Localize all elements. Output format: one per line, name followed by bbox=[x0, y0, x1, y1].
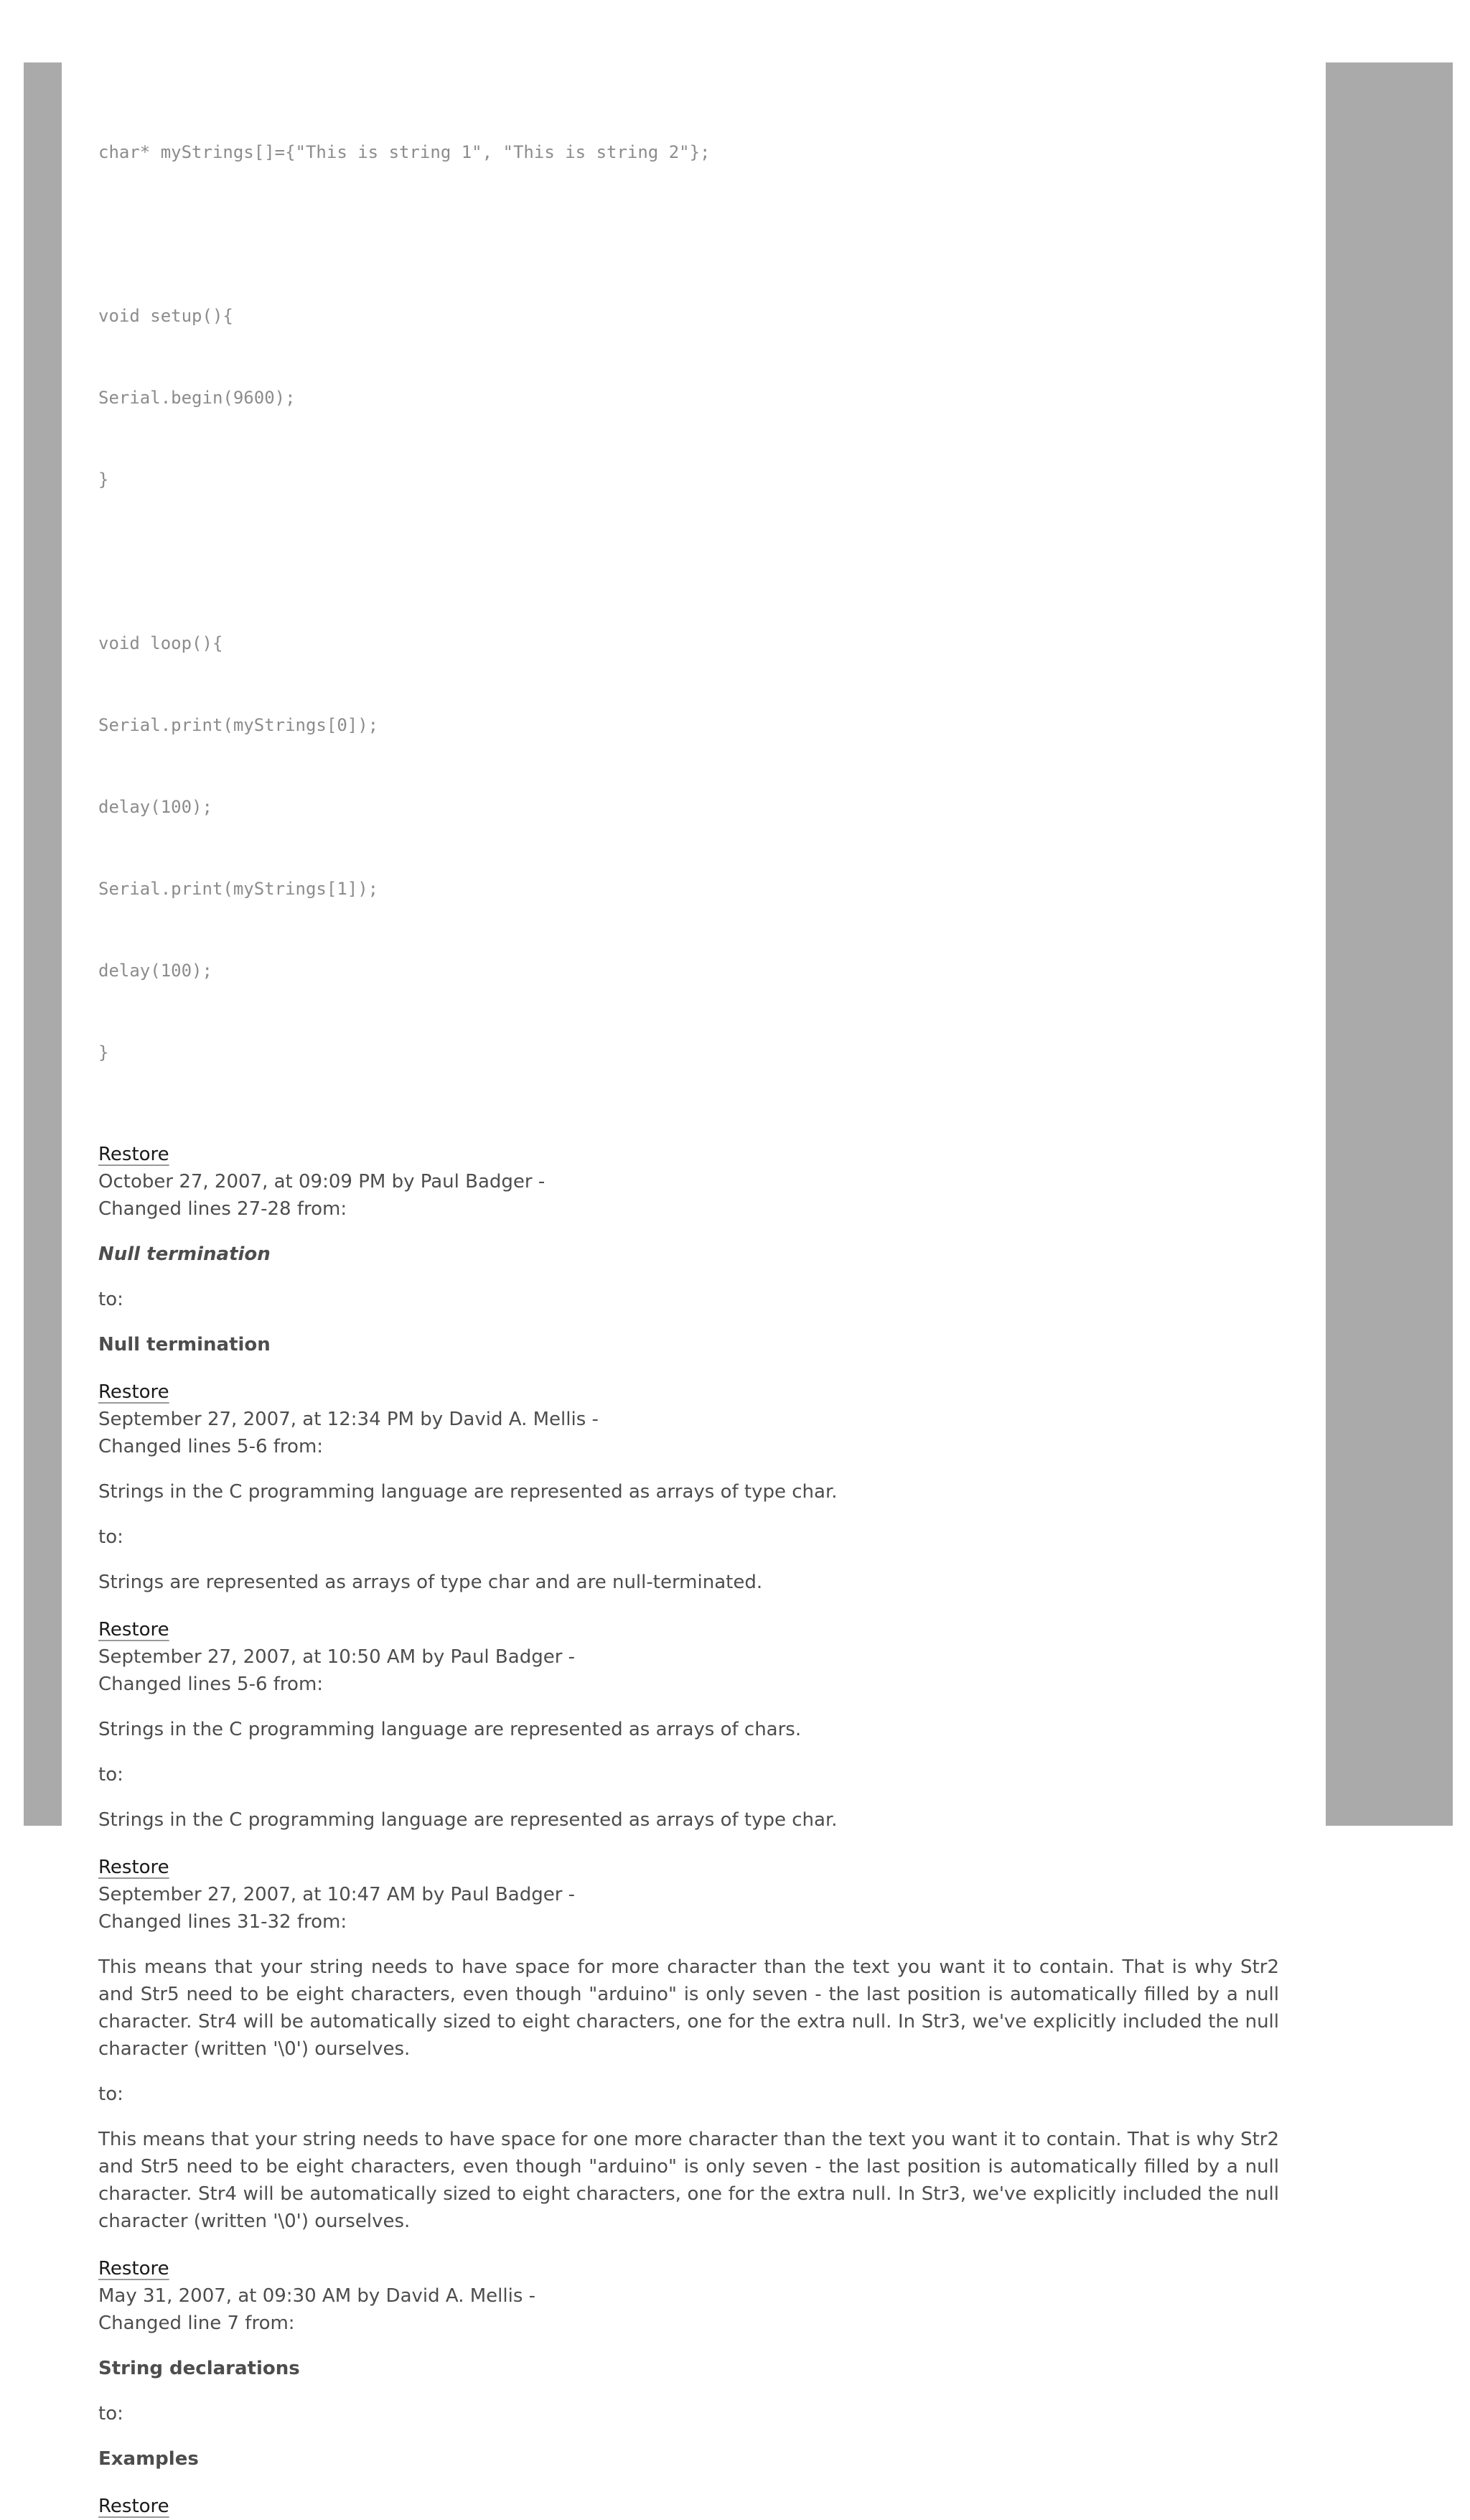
code-line: } bbox=[98, 470, 109, 490]
restore-link[interactable]: Restore bbox=[98, 1381, 169, 1403]
restore-link[interactable]: Restore bbox=[98, 2496, 169, 2517]
code-line: Serial.begin(9600); bbox=[98, 388, 296, 408]
revision-meta: September 27, 2007, at 10:50 AM by Paul Badger - bbox=[98, 1646, 576, 1668]
from-text: Null termination bbox=[98, 1243, 271, 1265]
code-block bbox=[98, 84, 1279, 1121]
to-text: This means that your string needs to have space for one more character than the text you want it to contain. That is why Str2 and Str5 need to be eight characters, even though "arduino" is only seven - the last position is automatically filled by a null character. Str4 will be automatically sized to eight characters, one for the extra null. In Str3, we've explicitly included the null character (written '\0') ourselves. bbox=[98, 2129, 1279, 2232]
code-line: void loop(){ bbox=[98, 633, 223, 653]
code-line: delay(100); bbox=[98, 961, 212, 981]
revision-change: Changed lines 5-6 from: bbox=[98, 1436, 324, 1457]
left-margin-bar bbox=[24, 62, 62, 1826]
revision-entry bbox=[98, 1378, 1279, 1596]
to-label: to: bbox=[98, 1526, 123, 1548]
to-label: to: bbox=[98, 1289, 123, 1310]
revision-change: Changed lines 27-28 from: bbox=[98, 1198, 347, 1220]
revision-history-content bbox=[98, 84, 1279, 2520]
restore-link[interactable]: Restore bbox=[98, 1144, 169, 1165]
code-line: char* myStrings[]={"This is string 1", "This is string 2"}; bbox=[98, 142, 711, 162]
code-line: Serial.print(myStrings[1]); bbox=[98, 879, 379, 899]
revision-meta: September 27, 2007, at 10:47 AM by Paul Badger - bbox=[98, 1884, 576, 1905]
from-text: This means that your string needs to have space for more character than the text you want it to contain. That is why Str2 and Str5 need to be eight characters, even though "arduino" is only seven - the last position is automatically filled by a null character. Str4 will be automatically sized to eight characters, one for the extra null. In Str3, we've explicitly included the null character (written '\0') ourselves. bbox=[98, 1956, 1279, 2060]
revision-entry bbox=[98, 2255, 1279, 2473]
restore-link[interactable]: Restore bbox=[98, 1619, 169, 1641]
code-line-blank bbox=[98, 220, 1279, 248]
to-text: Strings are represented as arrays of type char and are null-terminated. bbox=[98, 1572, 763, 1593]
to-text: Examples bbox=[98, 2448, 199, 2470]
restore-link[interactable]: Restore bbox=[98, 1857, 169, 1878]
revision-change: Changed lines 5-6 from: bbox=[98, 1674, 324, 1695]
revision-entry bbox=[98, 1854, 1279, 2235]
revision-change: Changed line 7 from: bbox=[98, 2313, 295, 2334]
from-text: Strings in the C programming language are represented as arrays of type char. bbox=[98, 1481, 838, 1503]
code-line-blank bbox=[98, 548, 1279, 575]
revision-meta: September 27, 2007, at 12:34 PM by David A. Mellis - bbox=[98, 1409, 599, 1430]
code-line: delay(100); bbox=[98, 797, 212, 817]
to-label: to: bbox=[98, 1764, 123, 1786]
to-text: Strings in the C programming language are represented as arrays of type char. bbox=[98, 1809, 838, 1831]
from-text: Strings in the C programming language are represented as arrays of chars. bbox=[98, 1719, 802, 1740]
to-label: to: bbox=[98, 2403, 123, 2425]
to-text: Null termination bbox=[98, 1334, 271, 1355]
revision-meta: May 31, 2007, at 09:30 AM by David A. Mellis - bbox=[98, 2285, 536, 2307]
code-line: Serial.print(myStrings[0]); bbox=[98, 715, 379, 735]
from-text: String declarations bbox=[98, 2358, 300, 2379]
code-line: } bbox=[98, 1042, 109, 1063]
revision-entry bbox=[98, 1616, 1279, 1834]
revision-change: Changed lines 31-32 from: bbox=[98, 1911, 347, 1933]
restore-link[interactable]: Restore bbox=[98, 2258, 169, 2279]
final-restore-row bbox=[98, 2493, 1279, 2520]
revision-meta: October 27, 2007, at 09:09 PM by Paul Badger - bbox=[98, 1171, 546, 1193]
revision-entry bbox=[98, 1141, 1279, 1358]
code-line: void setup(){ bbox=[98, 306, 233, 326]
to-label: to: bbox=[98, 2083, 123, 2105]
right-margin-bar bbox=[1326, 62, 1453, 1826]
